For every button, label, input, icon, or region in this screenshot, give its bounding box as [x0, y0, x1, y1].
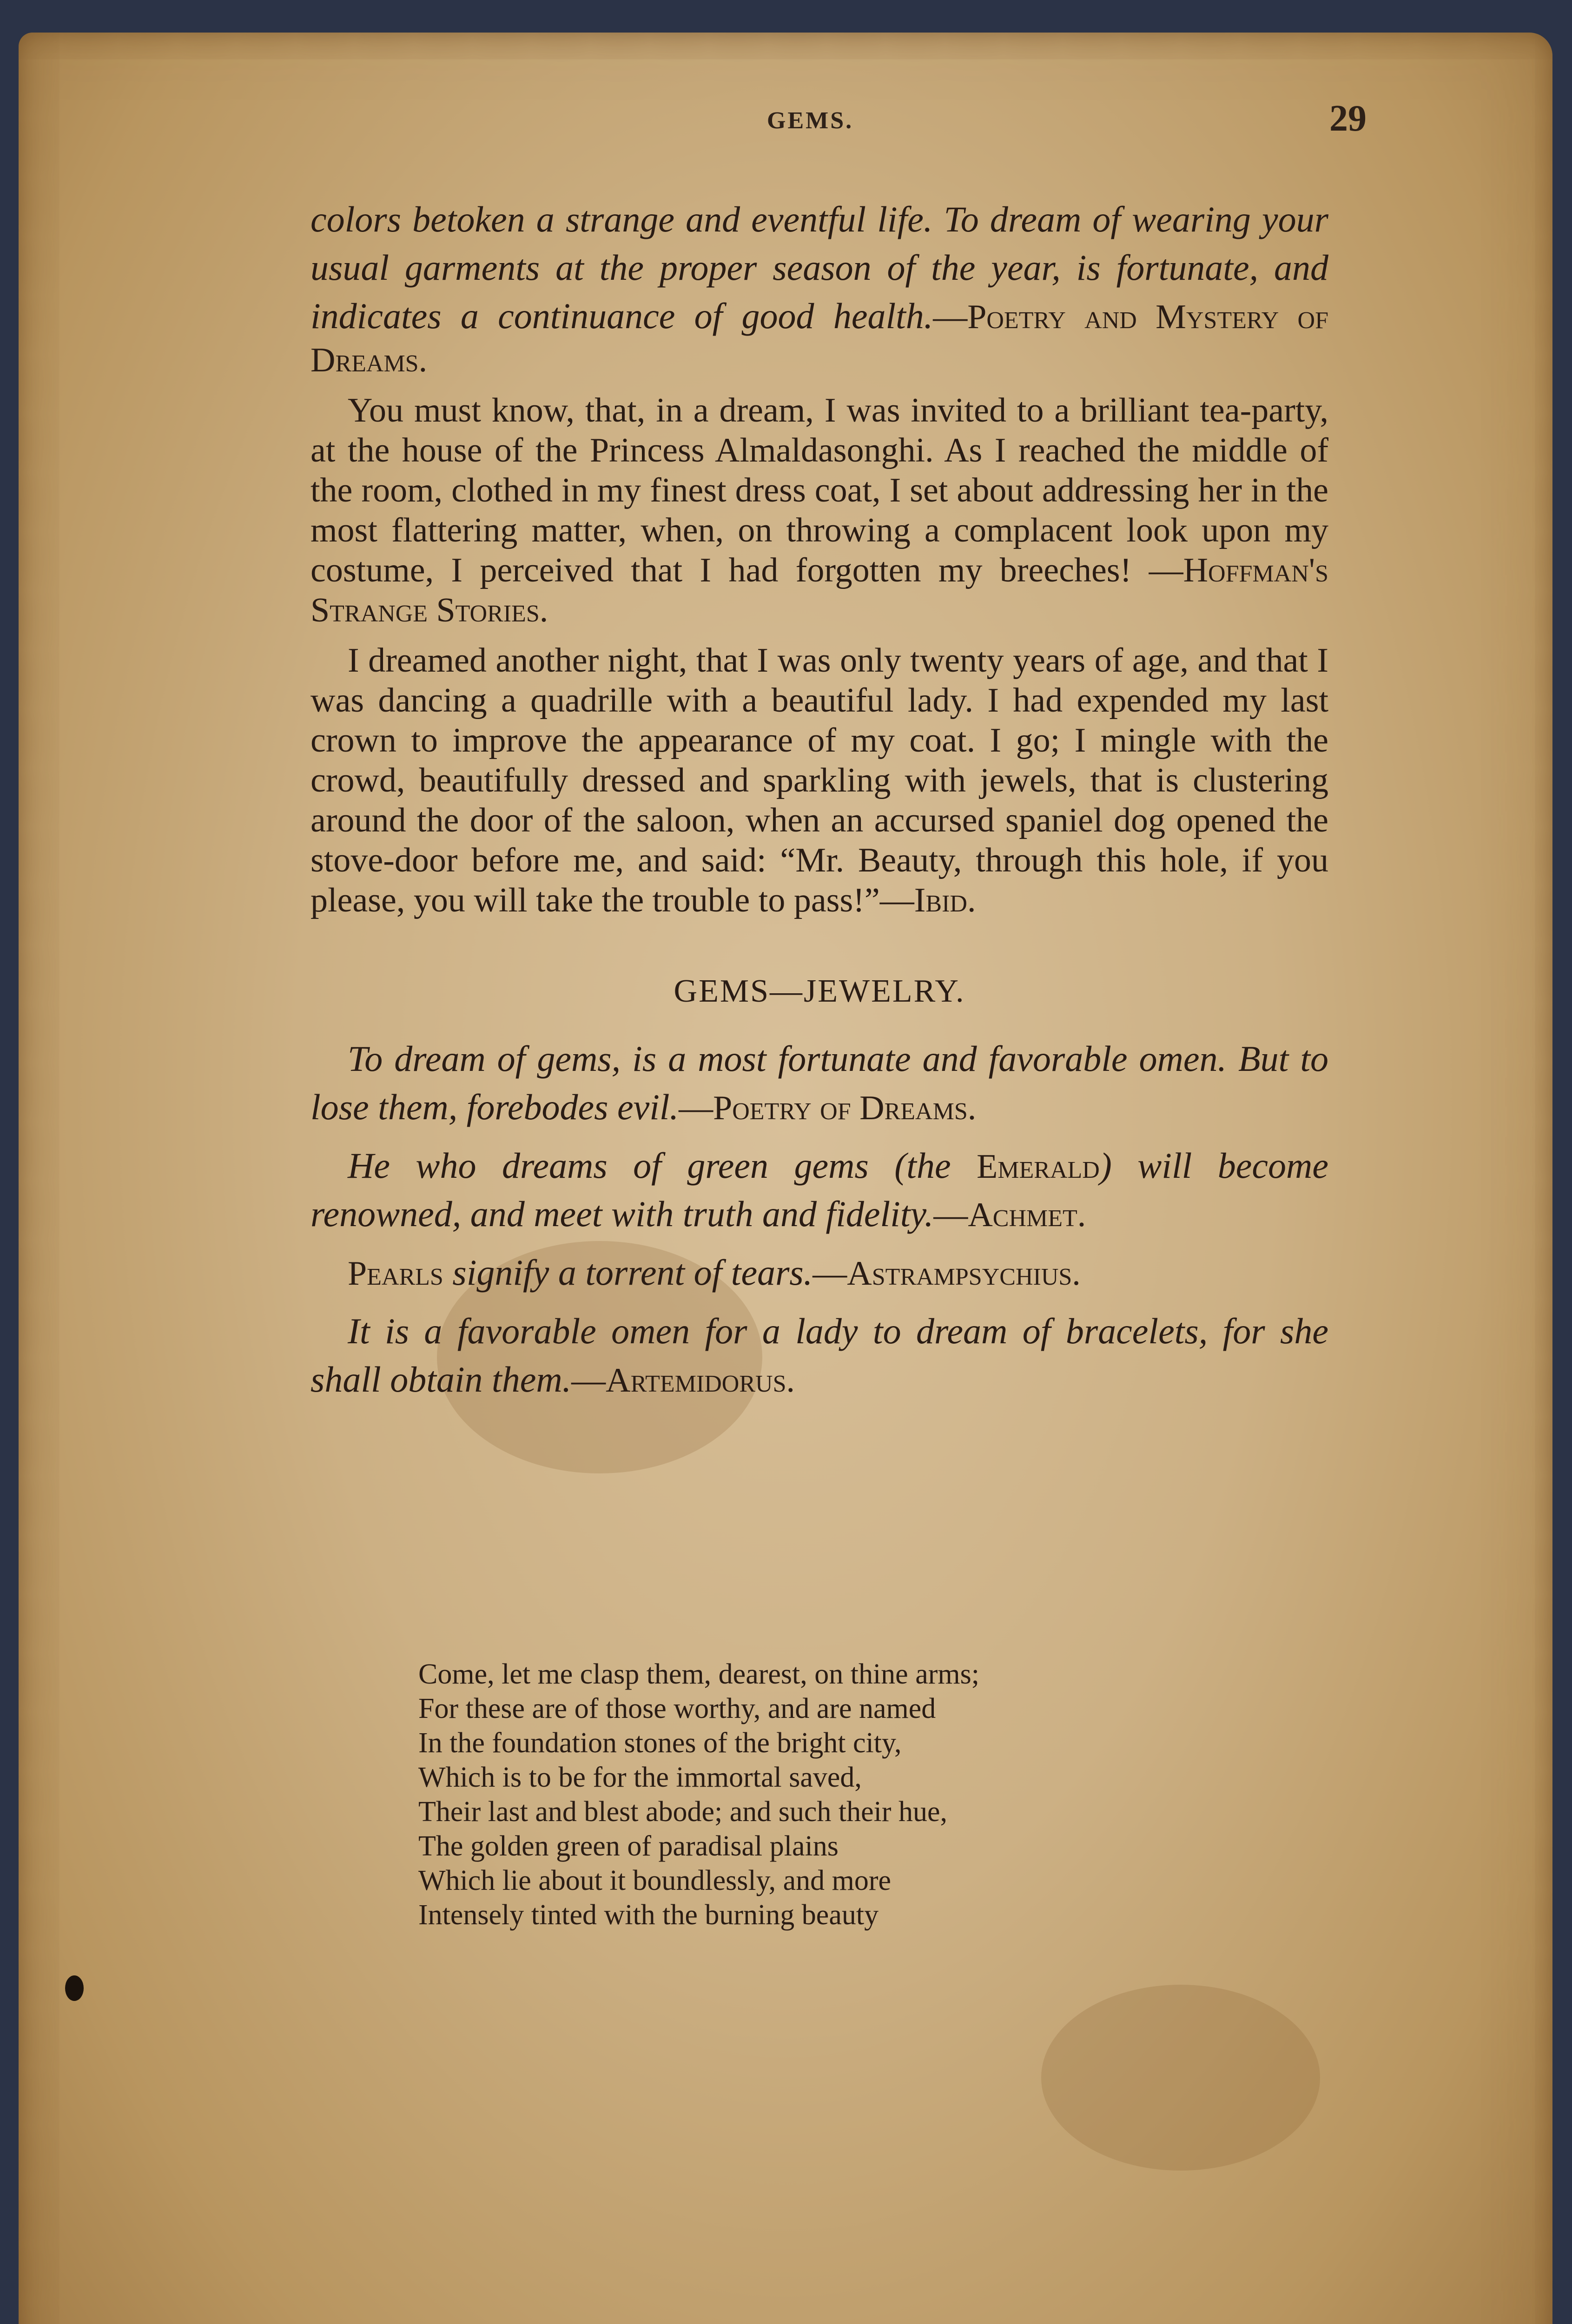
- italic-text: It is a favorable omen for a lady to dream of bracelets, for she shall obtain them.: [310, 1311, 1328, 1400]
- verse-block: [418, 1657, 979, 1932]
- italic-text: signify a torrent of tears.: [443, 1252, 813, 1293]
- verse-line: For these are of those worthy, and are named: [418, 1693, 936, 1724]
- source-citation: —Poetry and Mystery of Dreams.: [310, 298, 1328, 379]
- italic-text: colors betoken a strange and eventful life. To dream of wearing your usual garments at the proper season of the year, is fortunate, and indicates a continuance of good health.: [310, 199, 1328, 336]
- source-citation: —Artemidorus.: [571, 1361, 795, 1400]
- paragraph: [310, 1307, 1328, 1404]
- verse-line: Their last and blest abode; and such their hue,: [418, 1796, 948, 1828]
- verse-line: Intensely tinted with the burning beauty: [418, 1899, 879, 1931]
- verse-line: Which lie about it boundlessly, and more: [418, 1865, 892, 1896]
- italic-text: To dream of gems, is a most fortunate and favorable omen. But to lose them, forebodes evil.: [310, 1038, 1328, 1127]
- paragraph: [310, 1248, 1328, 1297]
- source-citation: —Hoffman's Strange Stories.: [310, 551, 1329, 629]
- source-citation: —Achmet.: [933, 1196, 1086, 1234]
- paragraph: [310, 195, 1328, 380]
- italic-text: He who dreams of green gems (the: [348, 1145, 977, 1186]
- paragraph: [310, 640, 1328, 920]
- verse-line: Come, let me clasp them, dearest, on thine arms;: [418, 1658, 979, 1690]
- source-citation: —Ibid.: [879, 881, 976, 919]
- paragraph-text: You must know, that, in a dream, I was invited to a brilliant tea-party, at the house of the Princess Almaldasonghi. As I reached the middle of the room, clothed in my finest dress coat, I set about addressing her in the most flattering matter, when, on throwing a complacent look upon my costume, I perceived that I had forgotten my breeches!: [310, 391, 1328, 589]
- italic-text: ) will become renowned, and meet with truth and fidelity.: [310, 1145, 1328, 1234]
- verse-line: The golden green of paradisal plains: [418, 1830, 839, 1862]
- paragraph: [310, 1142, 1328, 1238]
- source-citation: —Poetry of Dreams.: [679, 1089, 977, 1127]
- paper-stain: [1041, 1985, 1320, 2171]
- running-head: GEMS.: [767, 107, 854, 134]
- page-number: 29: [1329, 98, 1367, 139]
- verse-line: Which is to be for the immortal saved,: [418, 1762, 862, 1793]
- paragraph-text: I dreamed another night, that I was only twenty years of age, and that I was dancing a quadrille with a beautiful lady. I had expended my last crown to improve the appearance of my coat. I go; I mingle with the crowd, beautifully dressed and sparkling with jewels, that is clustering around the door of the saloon, when an accursed spaniel dog opened the stove-door before me, and said: “Mr. Beauty, through this hole, if you please, you will take the trouble to pass!”: [310, 641, 1328, 919]
- source-citation: —Astrampsychius.: [812, 1254, 1081, 1293]
- page-body: [310, 195, 1328, 1414]
- small-caps-text: Pearls: [348, 1254, 443, 1293]
- ink-blot: [65, 1975, 84, 2001]
- paragraph: [310, 390, 1328, 630]
- paragraph: [310, 1035, 1328, 1131]
- small-caps-text: Emerald: [977, 1148, 1100, 1186]
- section-heading: GEMS—JEWELRY.: [674, 973, 965, 1009]
- verse-line: In the foundation stones of the bright city,: [418, 1727, 902, 1759]
- page-header: [279, 93, 1367, 149]
